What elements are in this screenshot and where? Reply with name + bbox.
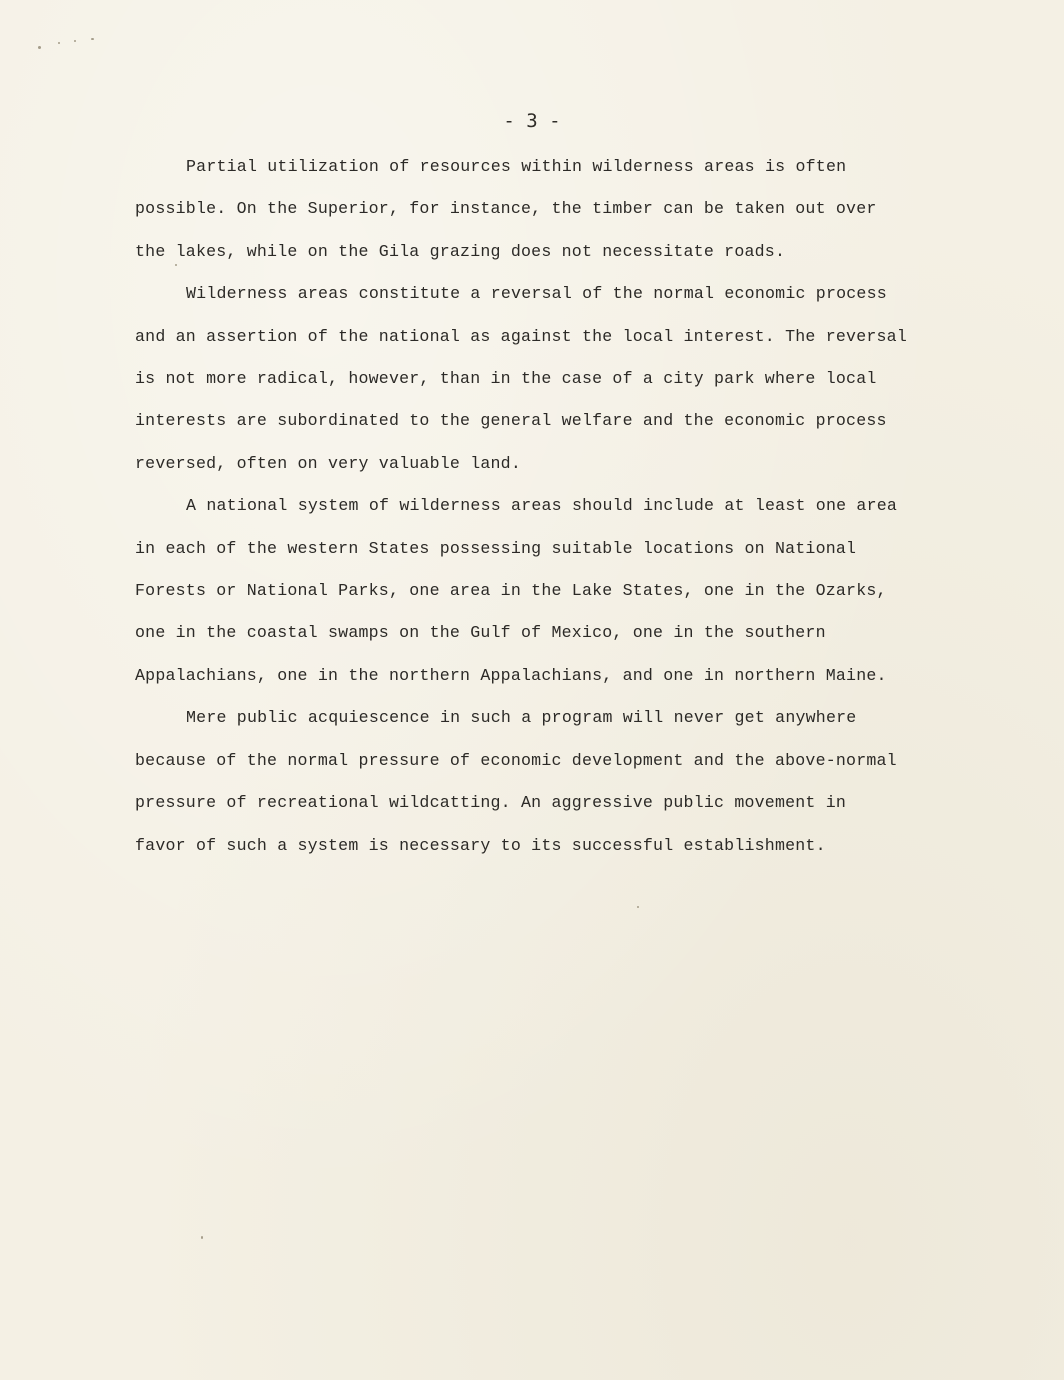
text-line: and an assertion of the national as against the local interest. The reversal [135, 326, 907, 346]
paper-speck [74, 40, 76, 42]
paper-speck [38, 46, 41, 49]
text-line: pressure of recreational wildcatting. An aggressive public movement in [135, 793, 847, 813]
page-number: - 3 - [503, 110, 561, 132]
paragraph-3 [135, 485, 955, 697]
text-line: one in the coastal swamps on the Gulf of Mexico, one in the southern [135, 623, 826, 643]
text-line: because of the normal pressure of economic development and the above-normal [135, 750, 897, 770]
text-line: interests are subordinated to the general welfare and the economic process [135, 411, 887, 431]
paper-speck [637, 906, 639, 908]
paragraph-4 [135, 697, 955, 867]
paragraph-2 [135, 273, 955, 485]
text-line: is not more radical, however, than in the case of a city park where local [135, 369, 877, 389]
text-line: Mere public acquiescence in such a program will never get anywhere [186, 708, 857, 728]
text-line: favor of such a system is necessary to its successful establishment. [135, 835, 826, 855]
text-line: the lakes, while on the Gila grazing does not necessitate roads. [135, 241, 786, 261]
text-line: Forests or National Parks, one area in the Lake States, one in the Ozarks, [135, 581, 887, 601]
document-body [135, 146, 955, 867]
paragraph-1 [135, 146, 955, 273]
text-line: in each of the western States possessing suitable locations on National [135, 538, 857, 558]
text-line: reversed, often on very valuable land. [135, 453, 521, 473]
text-line: A national system of wilderness areas should include at least one area [186, 496, 898, 516]
paper-speck [58, 42, 60, 44]
paper-speck [91, 38, 94, 40]
text-line: Partial utilization of resources within wilderness areas is often [186, 157, 847, 176]
text-line: possible. On the Superior, for instance, the timber can be taken out over [135, 199, 877, 219]
text-line: Appalachians, one in the northern Appalachians, and one in northern Maine. [135, 665, 887, 685]
paper-speck [201, 1236, 203, 1239]
text-line: Wilderness areas constitute a reversal of the normal economic process [186, 284, 887, 304]
